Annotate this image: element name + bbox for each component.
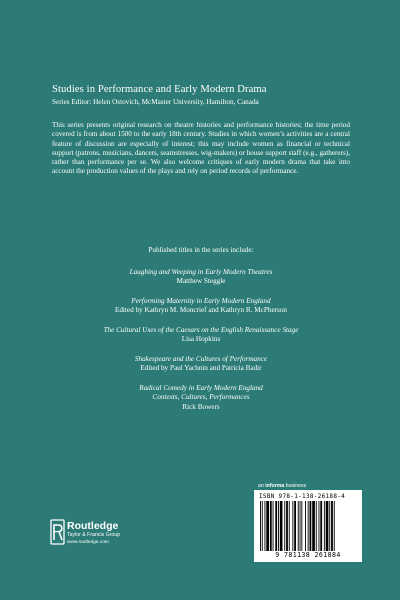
barcode-bar	[324, 501, 325, 551]
routledge-logo-text	[67, 520, 120, 546]
informa-word: informa	[265, 483, 285, 489]
barcode-bar	[298, 501, 299, 551]
barcode-bar	[260, 501, 261, 551]
informa-prefix: an	[258, 483, 264, 489]
barcode-bar	[320, 501, 322, 551]
barcode-bar	[265, 501, 266, 551]
book-author: Rick Bowers	[182, 402, 220, 411]
barcode-box	[254, 490, 362, 562]
barcode-digits: 9 781138 261884	[275, 551, 341, 559]
book-item	[52, 268, 350, 287]
barcode-bar	[308, 501, 309, 551]
book-title: Radical Comedy in Early Modern England	[139, 384, 263, 392]
barcode-bar	[294, 501, 296, 551]
routledge-logo-icon	[50, 519, 65, 545]
series-description: This series presents original research on theatre histories and performance histories; the time period covered is from about 1500 to the early 18th century. Studies in which women’s activities are a central feature of discussion are especially of interest; this may include women as financial or technical support (patrons, musicians, dancers, seamstresses, wig-makers) or house support staff (e.g., gatherers), rather than performance per se. We also welcome critiques of early modern drama that take into account the production values of the plays and rely on period records of performance.	[52, 121, 350, 176]
book-author: Edited by Paul Yachnin and Patricia Badir	[140, 364, 262, 373]
barcode-bar	[262, 501, 263, 551]
barcode-bar	[316, 501, 317, 551]
barcode-bar	[289, 501, 290, 551]
barcode-bar	[300, 501, 301, 551]
barcode-bar	[329, 501, 330, 551]
book-item	[52, 326, 350, 345]
barcode-bar	[310, 501, 312, 551]
barcode-bar	[301, 501, 302, 551]
series-editor: Series Editor: Helen Ostovich, McMaster University, Hamilton, Canada	[52, 98, 259, 106]
barcode-bar	[278, 501, 279, 551]
barcode-bar	[331, 501, 333, 551]
barcode-bar	[326, 501, 329, 551]
barcode-bar	[305, 501, 306, 551]
isbn-text: ISBN 978-1-138-26188-4	[259, 493, 346, 500]
barcode-bar	[270, 501, 272, 551]
informa-suffix: business	[285, 483, 307, 489]
series-title: Studies in Performance and Early Modern Drama	[52, 84, 267, 95]
barcode-bar	[292, 501, 293, 551]
barcode-bar	[312, 501, 315, 551]
barcode-bar	[334, 501, 335, 551]
book-item	[52, 297, 350, 316]
book-author: Matthew Steggle	[176, 277, 226, 286]
publisher-url: www.routledge.com	[67, 540, 109, 545]
barcode-bar	[266, 501, 269, 551]
book-subtitle: Contexts, Cultures, Performances	[152, 393, 250, 402]
book-item	[52, 384, 350, 412]
book-title: Shakespeare and the Cultures of Performance	[134, 355, 268, 363]
book-author: Edited by Kathryn M. Moncrief and Kathryn R. McPherson	[114, 306, 288, 315]
barcode-bar	[286, 501, 288, 551]
barcode-bar	[284, 501, 285, 551]
barcode-bar	[280, 501, 283, 551]
barcode-bar	[273, 501, 274, 551]
book-item	[52, 355, 350, 374]
informa-business-tag	[258, 483, 306, 489]
barcode-bar	[275, 501, 277, 551]
book-title: Performing Maternity in Early Modern England	[131, 297, 271, 305]
book-author: Lisa Hopkins	[181, 335, 221, 344]
published-heading: Published titles in the series include:	[148, 246, 254, 254]
book-title: The Cultural Uses of the Caesars on the English Renaissance Stage	[103, 326, 299, 334]
book-title: Laughing and Weeping in Early Modern Theatres	[129, 268, 273, 276]
publisher-group: Taylor & Francis Group	[67, 532, 121, 538]
publisher-name: Routledge	[67, 520, 119, 532]
barcode-bar	[319, 501, 320, 551]
barcode-bars	[260, 501, 356, 551]
